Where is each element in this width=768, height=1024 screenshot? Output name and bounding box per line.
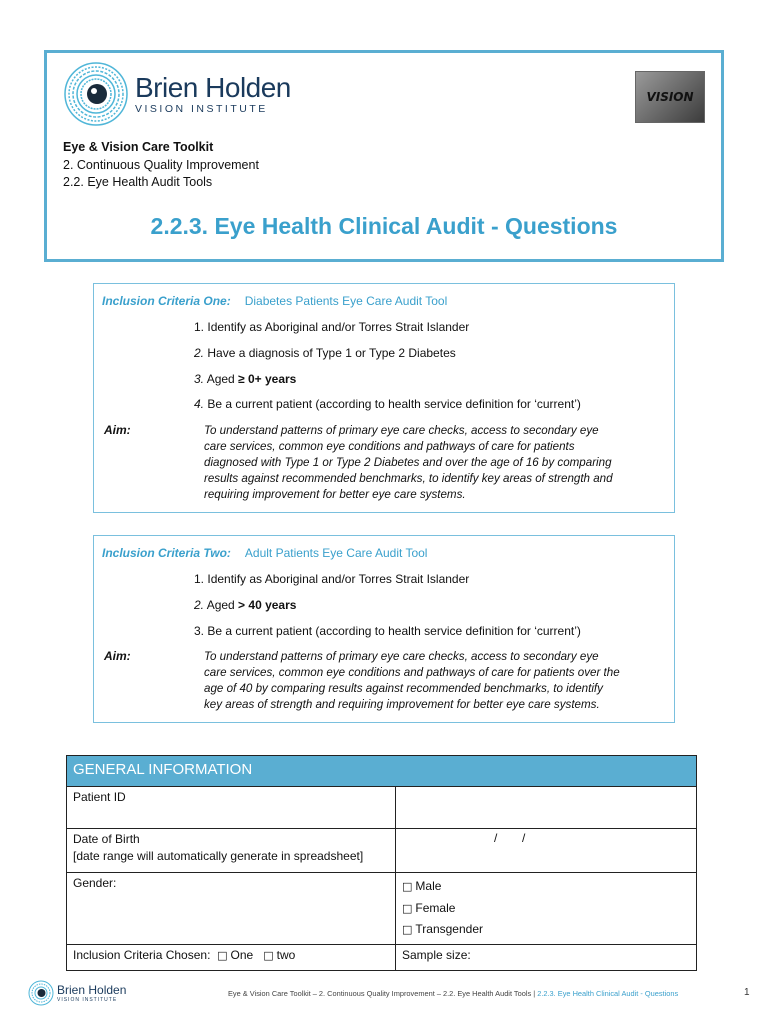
page-number: 1	[744, 987, 750, 998]
vision-badge-logo	[635, 71, 705, 123]
patient-id-field[interactable]	[396, 787, 697, 829]
footer-breadcrumb	[228, 989, 678, 998]
footer-eye-logo-icon	[28, 980, 54, 1006]
criteria-one-item-4: 4. Be a current patient (according to health service definition for ‘current’)	[194, 397, 581, 411]
document-title: 2.2.3. Eye Health Clinical Audit - Questions	[150, 213, 618, 239]
criteria-two-aim-text: To understand patterns of primary eye care checks, access to secondary eye care services, common eye conditions and pathways of care for patients over the age of 40 by comparing results against recommended benchmarks, to identify key areas of strength and requiring improvement for better eye care systems.	[204, 650, 620, 711]
patient-id-label: Patient ID	[67, 787, 396, 829]
dob-label: Date of Birth	[73, 832, 140, 846]
criteria-two-box	[93, 535, 675, 723]
criteria-one-label: Inclusion Criteria One:	[102, 294, 231, 308]
footer-logo-name: Brien Holden	[57, 982, 127, 997]
gender-option-transgender[interactable]: □ Transgender	[402, 922, 483, 936]
inclusion-option-one[interactable]: □ One	[217, 947, 254, 962]
criteria-two-item-1: 1. Identify as Aboriginal and/or Torres Strait Islander	[194, 572, 470, 586]
criteria-two-item-3: 3. Be a current patient (according to health service definition for ‘current’)	[194, 624, 581, 638]
logo-name: Brien Holden	[135, 72, 291, 103]
criteria-one-heading	[102, 294, 447, 308]
logo-subtitle: VISION INSTITUTE	[135, 103, 268, 115]
inclusion-criteria-label: Inclusion Criteria Chosen:	[73, 947, 211, 962]
brien-holden-logo	[63, 61, 291, 127]
toolkit-section: 2. Continuous Quality Improvement	[63, 157, 259, 172]
inclusion-option-two[interactable]: □ two	[263, 947, 296, 962]
criteria-one-item-2: 2. Have a diagnosis of Type 1 or Type 2 Diabetes	[194, 346, 456, 360]
checkbox-icon[interactable]: □	[402, 901, 413, 915]
sample-size-cell[interactable]	[396, 944, 697, 970]
dob-separator-1: /	[494, 831, 498, 845]
general-information-table	[66, 755, 697, 971]
gender-label: Gender:	[67, 873, 396, 945]
dob-label-cell	[67, 829, 396, 873]
gender-option-male[interactable]: □ Male	[402, 879, 442, 893]
criteria-two-heading	[102, 546, 427, 560]
toolkit-title: Eye & Vision Care Toolkit	[63, 140, 214, 154]
footer-current-doc: 2.2.3. Eye Health Clinical Audit - Questions	[537, 989, 679, 998]
footer-path: Eye & Vision Care Toolkit – 2. Continuous Quality Improvement – 2.2. Eye Health Audit Tools	[228, 989, 532, 998]
dob-field[interactable]	[396, 829, 697, 873]
header-box	[44, 50, 724, 262]
vision-badge-text: VISION	[646, 90, 694, 104]
footer-logo	[28, 980, 126, 1006]
sample-size-label: Sample size:	[402, 947, 471, 962]
dob-note: [date range will automatically generate in spreadsheet]	[73, 849, 364, 863]
eye-logo-icon	[63, 61, 129, 127]
checkbox-icon[interactable]: □	[402, 923, 413, 936]
criteria-two-item-2: 2. Aged > 40 years	[194, 598, 297, 612]
gender-option-female[interactable]: □ Female	[402, 900, 456, 915]
footer-separator: |	[533, 989, 536, 998]
inclusion-criteria-cell	[67, 944, 396, 970]
footer-logo-subtitle: VISION INSTITUTE	[57, 996, 118, 1003]
gender-options	[396, 873, 697, 945]
page-footer	[0, 978, 768, 1008]
criteria-one-item-3: 3. Aged ≥ 0+ years	[194, 372, 297, 386]
checkbox-icon[interactable]: □	[263, 948, 274, 962]
checkbox-icon[interactable]: □	[402, 880, 413, 893]
general-information-heading: GENERAL INFORMATION	[67, 756, 697, 787]
criteria-one-item-1: 1. Identify as Aboriginal and/or Torres Strait Islander	[194, 320, 470, 334]
toolkit-subsection: 2.2. Eye Health Audit Tools	[63, 175, 213, 189]
criteria-two-label: Inclusion Criteria Two:	[102, 546, 231, 560]
criteria-one-tool: Diabetes Patients Eye Care Audit Tool	[244, 294, 448, 308]
dob-separator-2: /	[522, 831, 526, 845]
criteria-two-tool: Adult Patients Eye Care Audit Tool	[244, 546, 428, 560]
criteria-one-box	[93, 283, 675, 513]
criteria-one-aim-text: To understand patterns of primary eye care checks, access to secondary eye care services, common eye conditions and pathways of care for patients diagnosed with Type 1 or Type 2 Diabetes and over the age of 16 by comparing results against recommended benchmarks, to identify key areas of strength and requiring improvement for better eye care systems.	[204, 424, 613, 501]
criteria-two-aim-label: Aim:	[104, 649, 131, 663]
toolkit-breadcrumb	[63, 139, 259, 192]
criteria-one-aim-label: Aim:	[104, 423, 131, 437]
checkbox-icon[interactable]: □	[217, 948, 228, 962]
